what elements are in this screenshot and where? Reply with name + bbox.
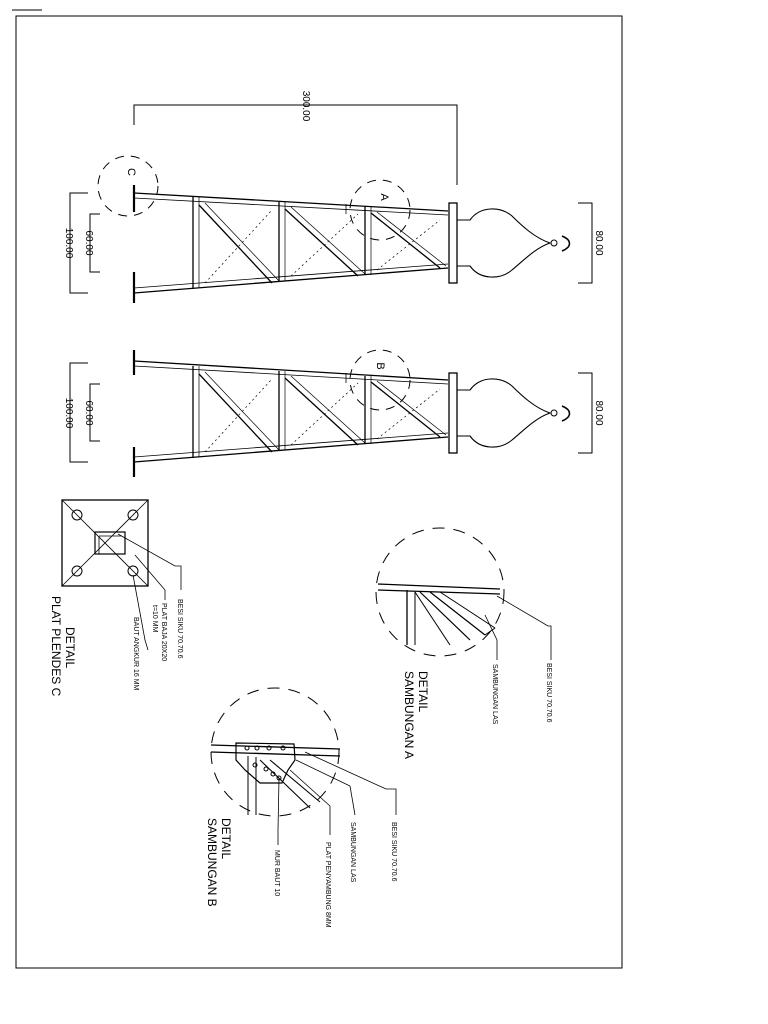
detail-c-label-4: BAUT ANGKUR 16 MM (132, 617, 139, 691)
bottom-chord (134, 268, 448, 293)
drawing-frame (16, 16, 622, 968)
bottom-dim-left-outer: 100.00 (63, 397, 74, 429)
top-dim-left-outer: 100.00 (63, 227, 74, 259)
top-dim-length: 300.00 (300, 90, 311, 122)
detail-b-title-2: SAMBUNGAN B (205, 818, 219, 907)
detail-b-title-1: DETAIL (219, 818, 233, 860)
detail-a-label-2: SAMBUNGAN LAS (491, 664, 498, 725)
truss-top (70, 105, 592, 303)
detail-c-title-1: DETAIL (63, 627, 77, 669)
dim-line-length (134, 105, 457, 185)
callout-label-a: A (378, 193, 390, 201)
detail-c-title-2: PLAT PLENDES C (49, 596, 63, 697)
top-chord (134, 193, 448, 211)
callout-label-c: C (125, 168, 137, 176)
detail-a-title-2: SAMBUNGAN A (402, 671, 416, 760)
bottom-dim-left-inner: 60.00 (83, 400, 94, 426)
callout-label-b: B (374, 362, 386, 370)
bottom-dim-right: 80.00 (593, 400, 604, 426)
detail-b-label-4: MUR BAUT 10 (273, 850, 280, 897)
detail-b-label-3: PLAT PENYAMBUNG 8MM (324, 842, 331, 928)
detail-a-title-1: DETAIL (416, 671, 430, 713)
detail-c-label-1: BESI SIKU 70.70.6 (176, 599, 183, 659)
top-dim-right: 80.00 (593, 230, 604, 256)
detail-b-label-1: BESI SIKU 70.70.6 (390, 822, 397, 882)
dim-line-right (578, 203, 592, 283)
detail-c-label-2: PLAT BAJA 20X20 (160, 603, 167, 662)
detail-b-drawing (211, 688, 396, 845)
detail-c-label-3: t=10 MM (151, 605, 158, 633)
detail-a-drawing (376, 528, 551, 660)
detail-b-label-2: SAMBUNGAN LAS (349, 822, 356, 883)
top-dim-left-inner: 60.00 (83, 230, 94, 256)
callout-circle-c (98, 156, 158, 216)
truss-bottom (70, 350, 592, 477)
detail-a-label-1: BESI SIKU 70.70.6 (545, 663, 552, 723)
